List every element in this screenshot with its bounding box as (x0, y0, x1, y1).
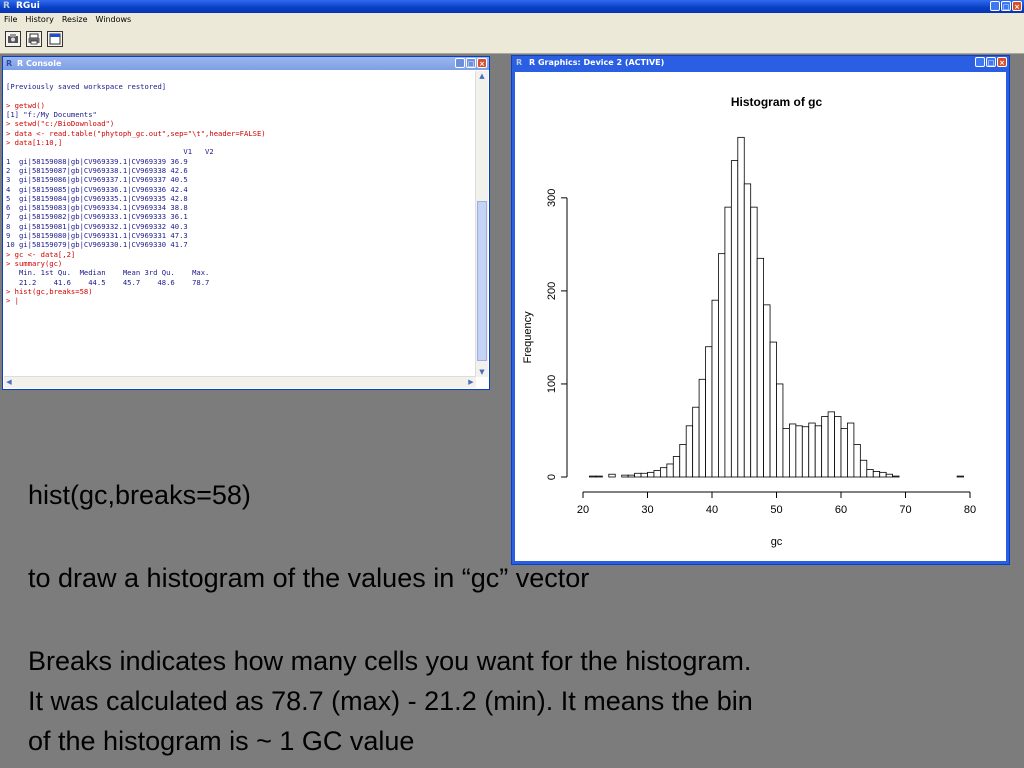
scroll-up-icon[interactable]: ▲ (479, 72, 485, 80)
console-vertical-scrollbar[interactable] (475, 71, 488, 377)
open-script-button[interactable] (5, 31, 21, 47)
console-maximize-button[interactable]: □ (467, 60, 475, 68)
x-tick-label: 40 (705, 504, 719, 516)
histogram-bar (835, 417, 841, 477)
console-line (6, 73, 476, 82)
r-console-window[interactable] (2, 56, 490, 390)
slide-line-command: hist(gc,breaks=58) (28, 480, 251, 510)
console-line: 21.2 41.6 44.5 45.7 48.6 78.7 (6, 277, 210, 287)
histogram-bar (680, 444, 686, 477)
maximize-button[interactable]: □ (1002, 3, 1010, 11)
console-line: V1 V2 (6, 147, 214, 157)
histogram-bar (796, 426, 802, 477)
histogram-chart (515, 72, 1006, 561)
console-line: 8 gi|58159081|gb|CV969332.1|CV969332 40.3 (6, 221, 188, 231)
console-line: 5 gi|58159084|gb|CV969335.1|CV969335 42.8 (6, 193, 188, 203)
histogram-bar (706, 347, 712, 477)
histogram-bar (867, 470, 873, 477)
console-line: 1 gi|58159088|gb|CV969339.1|CV969339 36.9 (6, 156, 188, 166)
slide-line-description: to draw a histogram of the values in “gc” vector (28, 563, 590, 593)
histogram-bar (873, 471, 879, 477)
app-title-bar (0, 0, 1024, 13)
graphics-plot-area (515, 72, 1006, 561)
console-line: Min. 1st Qu. Median Mean 3rd Qu. Max. (6, 268, 210, 278)
histogram-bar (718, 254, 724, 477)
console-line: > hist(gc,breaks=58) (6, 286, 93, 296)
console-output[interactable] (6, 73, 476, 377)
app-title: RGui (16, 1, 40, 11)
console-title: R Console (17, 59, 62, 68)
histogram-bar (860, 460, 866, 477)
histogram-bar (828, 412, 834, 477)
histogram-bar (789, 424, 795, 477)
x-tick-label: 70 (899, 504, 912, 516)
histogram-bar (667, 464, 673, 477)
console-line: 4 gi|58159085|gb|CV969336.1|CV969336 42.4 (6, 184, 188, 194)
r-logo-icon: R (516, 58, 523, 67)
menu-bar (0, 13, 1024, 27)
y-tick-label: 300 (546, 188, 558, 208)
histogram-bar (744, 184, 750, 477)
histogram-bar (893, 476, 899, 477)
console-line: 2 gi|58159087|gb|CV969338.1|CV969338 42.6 (6, 165, 188, 175)
graphics-title: R Graphics: Device 2 (ACTIVE) (529, 58, 665, 67)
menu-history[interactable]: History (25, 15, 54, 24)
scroll-down-icon[interactable]: ▼ (479, 368, 485, 376)
x-tick-label: 60 (834, 504, 848, 516)
histogram-bar (731, 161, 737, 477)
histogram-bar (880, 472, 886, 477)
console-close-button[interactable]: × (477, 58, 487, 68)
y-tick-label: 200 (546, 281, 558, 301)
histogram-bar (686, 426, 692, 477)
histogram-bar (809, 423, 815, 477)
console-line: > setwd("c:/BioDownload") (6, 119, 115, 129)
histogram-bar (648, 472, 654, 477)
histogram-bar (622, 475, 628, 477)
console-line: 7 gi|58159082|gb|CV969333.1|CV969333 36.1 (6, 212, 188, 222)
window-icon (48, 32, 62, 46)
histogram-bar (641, 473, 647, 477)
console-line: > summary(gc) (6, 258, 63, 268)
y-tick-label: 100 (546, 374, 558, 394)
toolbar (0, 27, 1024, 54)
slide-line-breaks: Breaks indicates how many cells you want for the histogram. (28, 646, 752, 676)
scroll-right-icon[interactable]: ▶ (468, 378, 474, 386)
histogram-bar (628, 475, 634, 477)
histogram-bar (654, 470, 660, 477)
r-graphics-window[interactable] (511, 55, 1010, 565)
graphics-close-button[interactable]: × (997, 57, 1007, 67)
graphics-minimize-button[interactable]: _ (975, 57, 985, 67)
histogram-bar (957, 476, 963, 477)
scroll-thumb[interactable] (477, 201, 487, 361)
histogram-bar (783, 429, 789, 477)
console-line: 6 gi|58159083|gb|CV969334.1|CV969334 38.8 (6, 203, 188, 213)
console-line: [1] "f:/My Documents" (6, 110, 97, 120)
histogram-bar (738, 137, 744, 477)
console-line: > data[1:10,] (6, 138, 63, 148)
histogram-bar (847, 423, 853, 477)
print-icon (27, 32, 41, 46)
y-tick-label: 0 (546, 473, 558, 481)
scroll-left-icon[interactable]: ◀ (6, 378, 12, 386)
histogram-bar (815, 426, 821, 477)
console-line: 3 gi|58159086|gb|CV969337.1|CV969337 40.5 (6, 175, 188, 185)
window-button[interactable] (47, 31, 63, 47)
histogram-bar (886, 474, 892, 477)
histogram-bar (777, 384, 783, 477)
console-line: 10 gi|58159079|gb|CV969330.1|CV969330 41.7 (6, 240, 188, 250)
close-button[interactable]: × (1012, 1, 1022, 11)
x-tick-label: 30 (641, 504, 654, 516)
histogram-bar (751, 207, 757, 477)
console-line: 9 gi|58159080|gb|CV969331.1|CV969331 47.3 (6, 231, 188, 241)
graphics-title-bar (512, 56, 1009, 69)
print-button[interactable] (26, 31, 42, 47)
histogram-bar (725, 207, 731, 477)
histogram-bar (673, 457, 679, 477)
histogram-bar (757, 258, 763, 477)
console-line: > data <- read.table("phytoph_gc.out",sep="\t",header=FALSE) (6, 128, 266, 138)
histogram-bar (609, 474, 615, 477)
console-line: > | (6, 296, 19, 306)
histogram-bar (699, 379, 705, 477)
console-horizontal-scrollbar[interactable] (4, 376, 476, 388)
histogram-bar (764, 305, 770, 477)
slide-line-bin: of the histogram is ~ 1 GC value (28, 726, 415, 756)
x-tick-label: 20 (576, 504, 590, 516)
console-line: > gc <- data[,2] (6, 249, 76, 259)
x-axis-label: gc (770, 536, 783, 548)
slide-line-calc: It was calculated as 78.7 (max) - 21.2 (min). It means the bin (28, 686, 753, 716)
x-tick-label: 50 (770, 504, 783, 516)
console-title-bar (3, 57, 489, 70)
minimize-button[interactable]: _ (990, 1, 1000, 11)
y-axis-label: Frequency (522, 311, 534, 364)
menu-file[interactable]: File (4, 15, 18, 24)
x-tick-label: 80 (963, 504, 977, 516)
r-logo-icon: R (6, 59, 13, 68)
menu-resize[interactable]: Resize (61, 15, 88, 24)
console-line: [Previously saved workspace restored] (6, 82, 167, 92)
histogram-bar (770, 342, 776, 477)
histogram-bar (841, 429, 847, 477)
chart-title: Histogram of gc (730, 95, 823, 109)
console-line: > getwd() (6, 100, 45, 110)
histogram-bar (693, 407, 699, 477)
console-line (6, 92, 476, 101)
open-script-icon (6, 32, 20, 46)
histogram-bar (596, 476, 602, 477)
histogram-bar (660, 468, 666, 477)
console-minimize-button[interactable]: _ (455, 58, 465, 68)
histogram-bar (822, 417, 828, 477)
graphics-maximize-button[interactable]: □ (987, 59, 995, 67)
histogram-bar (635, 473, 641, 477)
histogram-bar (712, 300, 718, 477)
histogram-bar (802, 427, 808, 477)
menu-windows[interactable]: Windows (95, 15, 132, 24)
histogram-bar (854, 444, 860, 477)
histogram-bar (589, 476, 595, 477)
r-logo-icon: R (3, 1, 10, 11)
